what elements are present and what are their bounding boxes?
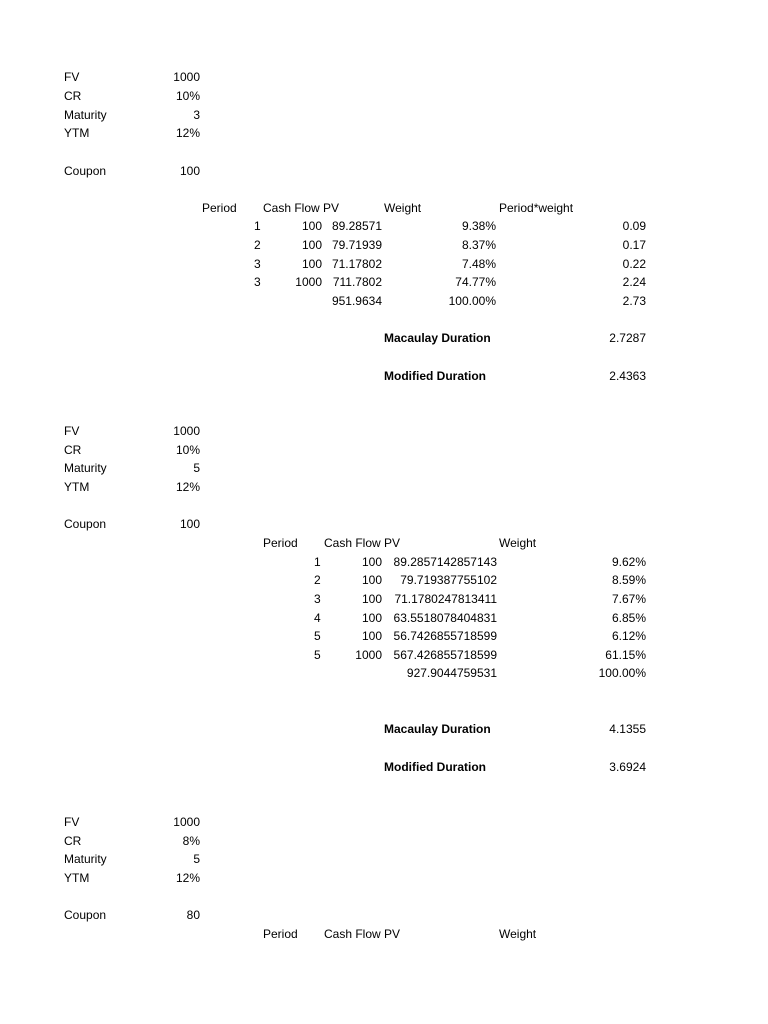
header-period: Period: [263, 536, 298, 550]
param-value: 10%: [175, 443, 200, 457]
param-label: Maturity: [64, 852, 107, 866]
header-cash-flow: Cash Flow: [324, 927, 381, 941]
header-period: Period: [202, 201, 237, 215]
param-value: 12%: [175, 126, 200, 140]
cell-cash-flow: 1000: [295, 275, 322, 289]
macaulay-value: 4.1355: [609, 722, 646, 736]
param-value: 5: [193, 852, 200, 866]
cell-period: 2: [254, 238, 261, 252]
param-label: YTM: [64, 480, 90, 494]
header-cash-flow: Cash Flow: [263, 201, 320, 215]
cell-period: 4: [314, 611, 321, 625]
header-pv: PV: [323, 201, 340, 215]
param-value: 5: [193, 461, 200, 475]
cell-weight: 74.77%: [455, 275, 496, 289]
param-value: 12%: [175, 871, 200, 885]
cell-period-weight: 0.22: [622, 257, 646, 271]
cell-period: 2: [314, 573, 321, 587]
header-weight: Weight: [384, 201, 422, 215]
header-pv: PV: [384, 927, 401, 941]
modified-value: 2.4363: [609, 369, 646, 383]
param-value: 12%: [175, 480, 200, 494]
header-period: Period: [263, 927, 298, 941]
param-label: YTM: [64, 126, 90, 140]
param-label: CR: [64, 89, 82, 103]
coupon-value: 100: [179, 164, 200, 178]
cell-weight: 7.48%: [461, 257, 496, 271]
cell-pv: 79.71939: [331, 238, 382, 252]
total-weight: 100.00%: [448, 294, 496, 308]
cell-period: 3: [254, 257, 261, 271]
param-label: Maturity: [64, 108, 107, 122]
cell-cash-flow: 100: [361, 592, 382, 606]
coupon-value: 100: [179, 517, 200, 531]
total-pv: 927.9044759531: [406, 666, 497, 680]
coupon-label: Coupon: [64, 908, 107, 922]
total-pv: 951.9634: [331, 294, 382, 308]
header-weight: Weight: [499, 536, 537, 550]
param-label: YTM: [64, 871, 90, 885]
cell-cash-flow: 100: [361, 611, 382, 625]
param-label: CR: [64, 443, 82, 457]
cell-period: 1: [254, 219, 261, 233]
param-label: CR: [64, 834, 82, 848]
modified-label: Modified Duration: [384, 760, 486, 774]
coupon-value: 80: [186, 908, 200, 922]
cell-cash-flow: 100: [361, 555, 382, 569]
cell-cash-flow: 100: [301, 238, 322, 252]
cell-weight: 8.37%: [461, 238, 496, 252]
header-cash-flow: Cash Flow: [324, 536, 381, 550]
cell-period: 3: [254, 275, 261, 289]
cell-cash-flow: 100: [361, 573, 382, 587]
cell-weight: 9.62%: [611, 555, 646, 569]
param-value: 1000: [173, 70, 200, 84]
cell-pv: 89.28571: [331, 219, 382, 233]
cell-cash-flow: 100: [301, 257, 322, 271]
modified-value: 3.6924: [609, 760, 646, 774]
cell-cash-flow: 100: [301, 219, 322, 233]
cell-period: 5: [314, 648, 321, 662]
cell-pv: 567.426855718599: [393, 648, 497, 662]
total-weight: 100.00%: [598, 666, 646, 680]
total-period-weight: 2.73: [622, 294, 646, 308]
cell-period-weight: 0.17: [622, 238, 646, 252]
param-value: 10%: [175, 89, 200, 103]
cell-pv: 71.1780247813411: [394, 592, 497, 606]
cell-pv: 56.7426855718599: [393, 629, 497, 643]
cell-period: 3: [314, 592, 321, 606]
cell-pv: 63.5518078404831: [393, 611, 497, 625]
cell-period: 5: [314, 629, 321, 643]
cell-cash-flow: 1000: [355, 648, 382, 662]
macaulay-value: 2.7287: [609, 331, 646, 345]
cell-weight: 6.85%: [611, 611, 646, 625]
header-pv: PV: [384, 536, 401, 550]
macaulay-label: Macaulay Duration: [384, 722, 491, 736]
param-label: FV: [64, 70, 80, 84]
header-weight: Weight: [499, 927, 537, 941]
cell-weight: 6.12%: [611, 629, 646, 643]
cell-weight: 9.38%: [461, 219, 496, 233]
param-label: Maturity: [64, 461, 107, 475]
cell-period-weight: 2.24: [622, 275, 646, 289]
cell-weight: 61.15%: [605, 648, 646, 662]
header-period-weight: Period*weight: [499, 201, 574, 215]
cell-period: 1: [314, 555, 321, 569]
param-value: 8%: [182, 834, 200, 848]
coupon-label: Coupon: [64, 164, 107, 178]
cell-weight: 7.67%: [611, 592, 646, 606]
param-label: FV: [64, 815, 80, 829]
cell-cash-flow: 100: [361, 629, 382, 643]
param-value: 3: [193, 108, 200, 122]
cell-period-weight: 0.09: [622, 219, 646, 233]
cell-pv: 89.2857142857143: [393, 555, 497, 569]
cell-pv: 711.7802: [332, 275, 382, 289]
cell-pv: 71.17802: [331, 257, 382, 271]
param-value: 1000: [173, 815, 200, 829]
param-value: 1000: [173, 424, 200, 438]
cell-weight: 8.59%: [611, 573, 646, 587]
coupon-label: Coupon: [64, 517, 107, 531]
cell-pv: 79.719387755102: [400, 573, 497, 587]
macaulay-label: Macaulay Duration: [384, 331, 491, 345]
modified-label: Modified Duration: [384, 369, 486, 383]
param-label: FV: [64, 424, 80, 438]
